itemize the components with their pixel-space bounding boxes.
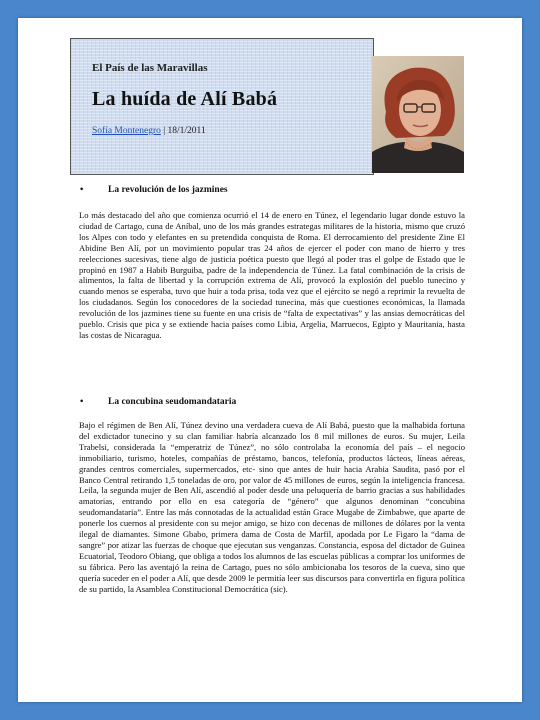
- bullet-icon: •: [80, 397, 84, 407]
- paragraph-2: Bajo el régimen de Ben Alí, Túnez devino una verdadera cueva de Alí Babá, puesto que la malhabida fortuna del exdictador tunecino y su clan familiar habría alcanzado los 8 mil millones de euros. Su mujer, Leila Trabelsi, considerada la “emperatriz de Túnez”, no sólo controlaba la economía del país – el negocio inmobiliario, turismo, hoteles, compañías de préstamo, bancos, telefonía, productos lácteos, líneas aéreas, grandes centros comerciales, supermercados, etc- sino que antes de huir hacia Arabia Saudita, pasó por el Banco Central retirando 1,5 toneladas de oro, por valor de 45 millones de euros, según la inteligencia francesa. Leila, la segunda mujer de Ben Alí, ascendió al poder desde una peluquería de barrio gracias a sus habilidades amatorias, entrando por ello en esa categoría de “género” que algunos denominan “concubina seudomandataria”. Entre las más connotadas de la actualidad están Grace Mugabe de Zimbabwe, que aparte de ponerle los cuernos al presidente con su mejor amigo, se hizo con decenas de millones de dólares por la venta ilegal de diamantes. Simone Gbabo, primera dama de Costa de Marfil, apodada por Le Figaro la “dama de sangre” por atizar las fuerzas de choque que ejecutan sus venganzas. Constancia, esposa del dictador de Guinea Ecuatorial, Teodoro Obiang, que obliga a todos los alumnos de las escuelas públicas a comprar los uniformes de su fábrica. Pero las aventajó la reina de Cartago, pues no sólo ambicionaba los tesoros de la cueva, sino que quería suceder en el poder a Alí, que desde 2009 le permitía leer sus discursos para convertirla en figura política de su partido, la Asamblea Constitucional Democrática (sic).: [79, 420, 465, 594]
- author-link[interactable]: Sofía Montenegro: [92, 126, 161, 136]
- bullet-icon: •: [80, 185, 84, 195]
- article-title: La huída de Alí Babá: [92, 88, 278, 110]
- paragraph-1: Lo más destacado del año que comienza ocurrió el 14 de enero en Túnez, el legendario lugar donde estuvo la ciudad de Cartago, cuna de Aníbal, uno de los más grandes estrategas militares de la historia, mismo que cruzó los Alpes con todo y elefantes en su pretendida conquista de Roma. El derrocamiento del presidente Zine El Abidine Ben Alí, por un movimiento popular tras 24 años de ejercer el poder con mano de hierro y tres reelecciones sucesivas, tiene algo de justicia poética puesto que llegó al poder tras el golpe de Estado que le propinó en 1987 a Habib Burguiba, padre de la independencia de Túnez. La fatal combinación de la crisis de alimentos, la falta de libertad y la corrupción extrema de Alí, provocó la explosión del pueblo tunecino y cuando menos se esperaba, tuvo que huir a toda prisa, toda vez que el ejército se negó a reprimir la revuelta de los ciudadanos. Según los conocedores de la sociedad tunecina, más que cuestiones económicas, la llamada revolución de los jazmines tiene su fuente en una crisis de “falta de expectativas” y las ansias democráticas del pueblo. Crisis que pica y se extiende hacia países como Libia, Argelia, Marruecos, Egipto y Mauritania, hasta las costas de Nicaragua.: [79, 210, 465, 340]
- section-label: El País de las Maravillas: [92, 62, 208, 74]
- byline: [92, 126, 206, 136]
- publish-date: | 18/1/2011: [160, 126, 206, 136]
- section-heading-1: • La revolución de los jazmines: [80, 185, 228, 195]
- section-heading-2: • La concubina seudomandataria: [80, 397, 237, 407]
- author-photo: [372, 56, 464, 173]
